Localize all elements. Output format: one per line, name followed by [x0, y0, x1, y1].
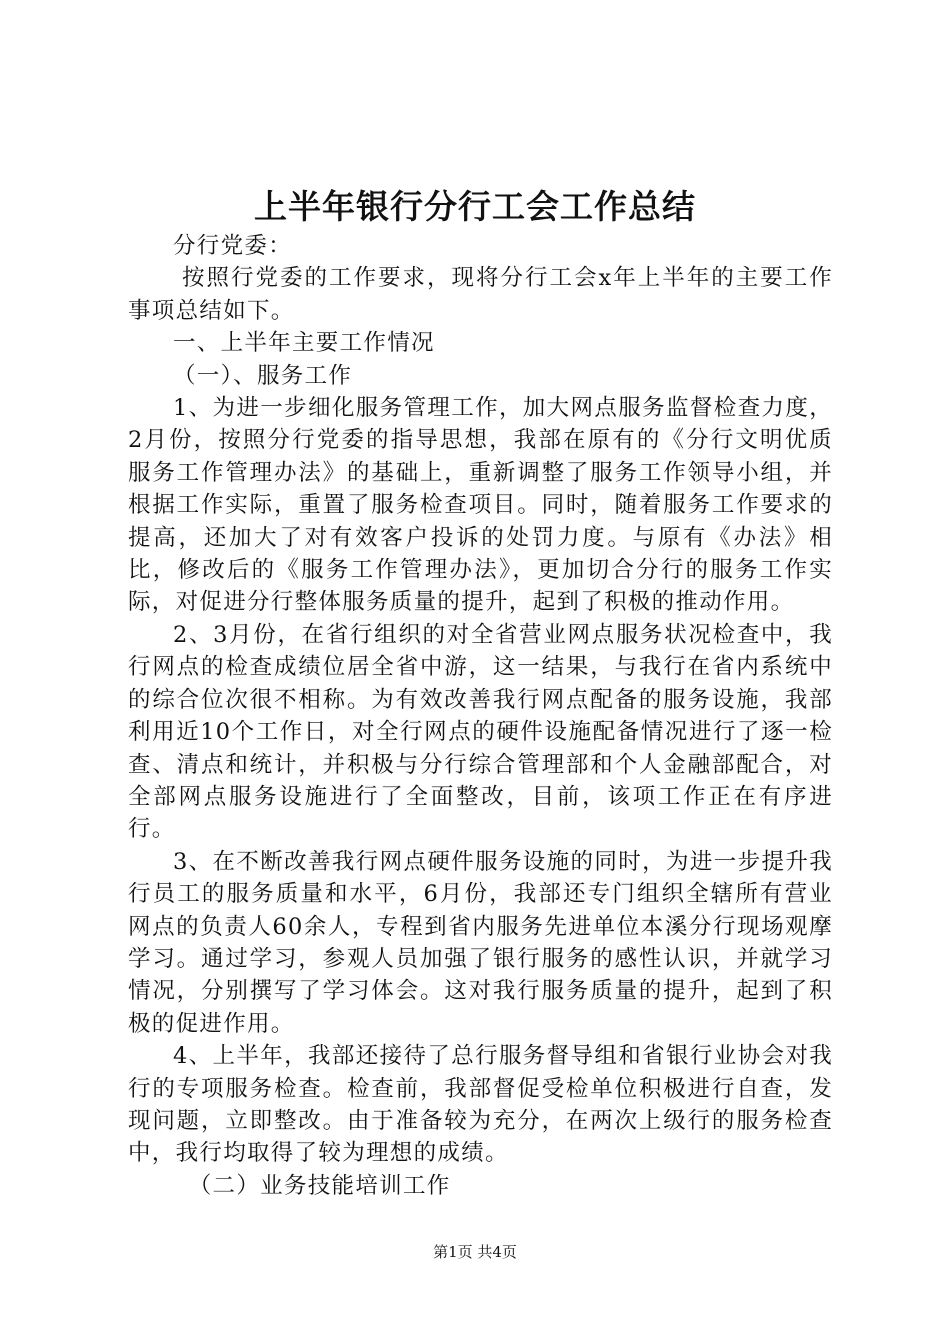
salutation: 分行党委： [173, 233, 293, 259]
subsection-heading: （二）业务技能培训工作 [188, 1172, 451, 1199]
document-title: 上半年银行分行工会工作总结 [254, 187, 696, 226]
subsection-heading: （一）、服务工作 [173, 362, 353, 389]
body-paragraph: 1、为进一步细化服务管理工作，加大网点服务监督检查力度，2月份，按照分行党委的指导思想，我部在原有的《分行文明优质服务工作管理办法》的基础上，重新调整了服务工作领导小组，并根据工作实际，重置了服务检查项目。同时，随着服务工作要求的提高，还加大了对有效客户投诉的处罚力度。与原有《办法》相比，修改后的《服务工作管理办法》，更加切合分行的服务工作实际，对促进分行整体服务质量的提升，起到了积极的推动作用。 [128, 395, 833, 616]
body-paragraph: 3、在不断改善我行网点硬件服务设施的同时，为进一步提升我行员工的服务质量和水平，6月份，我部还专门组织全辖所有营业网点的负责人60余人，专程到省内服务先进单位本溪分行现场观摩学习。通过学习，参观人员加强了银行服务的感性认识，并就学习情况，分别撰写了学习体会。这对我行服务质量的提升，起到了积极的促进作用。 [128, 848, 833, 1037]
intro-paragraph: 按照行党委的工作要求，现将分行工会x年上半年的主要工作事项总结如下。 [128, 265, 833, 324]
page-number: 第1页 共4页 [433, 1243, 517, 1261]
document-body [128, 230, 833, 1202]
section-heading: 一、上半年主要工作情况 [173, 330, 435, 357]
body-paragraph: 2、3月份，在省行组织的对全省营业网点服务状况检查中，我行网点的检查成绩位居全省中游，这一结果，与我行在省内系统中的综合位次很不相称。为有效改善我行网点配备的服务设施，我部利用近10个工作日，对全行网点的硬件设施配备情况进行了逐一检查、清点和统计，并积极与分行综合管理部和个人金融部配合，对全部网点服务设施进行了全面整改，目前，该项工作正在有序进行。 [128, 621, 833, 843]
body-paragraph: 4、上半年，我部还接待了总行服务督导组和省银行业协会对我行的专项服务检查。检查前，我部督促受检单位积极进行自查，发现问题，立即整改。由于准备较为充分，在两次上级行的服务检查中，我行均取得了较为理想的成绩。 [128, 1043, 833, 1167]
